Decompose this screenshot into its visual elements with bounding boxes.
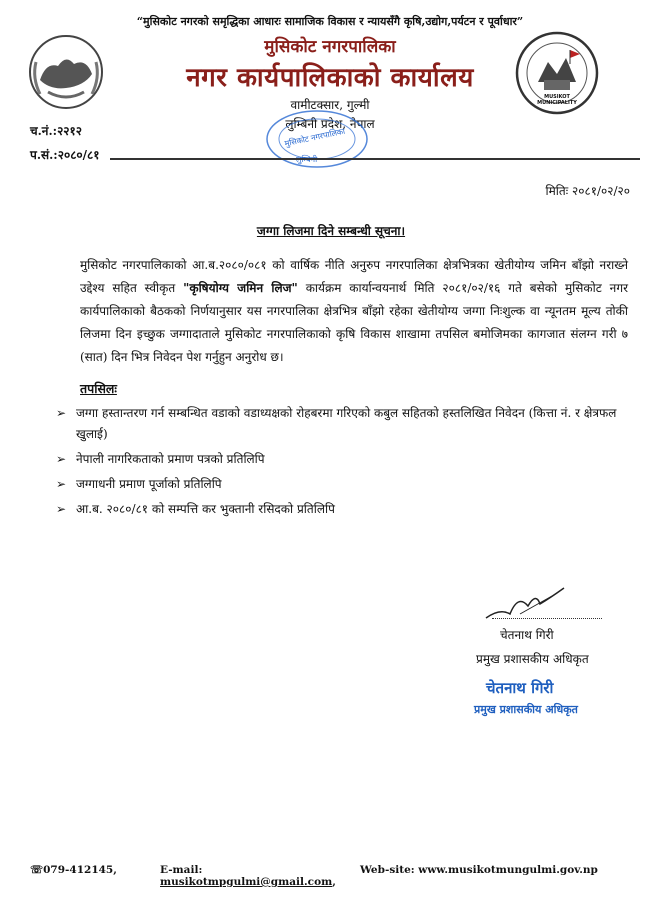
- signatory-title: प्रमुख प्रशासकीय अधिकृत: [476, 652, 589, 666]
- list-item-text: नेपाली नागरिकताको प्रमाण पत्रको प्रतिलिपि: [76, 452, 265, 466]
- name-stamp: चेतनाथ गिरी: [486, 679, 554, 697]
- signatory-name: चेतनाथ गिरी: [500, 628, 554, 642]
- list-item: [56, 499, 632, 520]
- body-part-2: कार्यक्रम कार्यान्वयनार्थ मिति २०८१/०२/१६ गते बसेको मुसिकोट नगर कार्यपालिकाको बैठकको निर्णयानुसार यस नगरपालिका क्षेत्रभित्र बाँझो रहेका खेतीयोग्य जग्गा निःशुल्क वा न्यूनतम मूल्य तोकी लिजमा दिन इच्छुक जग्गादाताले मुसिकोट नगरपालिकाको कृषि विकास शाखामा तपसिल बमोजिमका कागजात संलग्न गरी ७ (सात) दिन भित्र निवेदन पेश गर्नुहुन अनुरोध छ।: [80, 281, 628, 364]
- title-stamp: प्रमुख प्रशासकीय अधिकृत: [474, 703, 578, 716]
- address-line-2: लुम्बिनी प्रदेश, नेपाल: [285, 117, 375, 131]
- arrow-bullet-icon: ➢: [56, 502, 67, 516]
- signature-line: [492, 618, 602, 619]
- patra-sankhya: प.सं.:२०८०/८१: [30, 148, 100, 162]
- chalani-number: च.नं.:२२१२: [30, 124, 83, 138]
- email-label: E-mail:: [160, 864, 203, 876]
- stamp-text-2: लुम्बिनी: [296, 155, 318, 164]
- list-item-text: जग्गाधनी प्रमाण पूर्जाको प्रतिलिपि: [76, 477, 222, 491]
- list-item-text: जग्गा हस्तान्तरण गर्न सम्बन्धित वडाको वडाध्यक्षको रोहबरमा गरिएको कबुल सहितको हस्तलिखित निवेदन (कित्ता नं. र क्षेत्रफल खुलाई): [76, 406, 617, 441]
- tapasil-list: [56, 403, 632, 524]
- municipality-logo-text: MUSIKOT MUNICIPALITY: [537, 94, 577, 106]
- tapasil-heading: तपसिलः: [80, 381, 117, 396]
- email-link[interactable]: musikotmpgulmi@gmail.com: [160, 876, 333, 888]
- slogan: “मुसिकोट नगरको समृद्धिका आधारः सामाजिक विकास र न्यायसँगै कृषि,उद्योग,पर्यटन र पूर्वाधार”: [136, 15, 524, 28]
- arrow-bullet-icon: ➢: [56, 406, 67, 420]
- stamp-text-1: मुसिकोट नगरपालिका: [283, 126, 346, 149]
- municipality-logo: [514, 30, 600, 116]
- subject-line: जग्गा लिजमा दिने सम्बन्धी सूचना।: [256, 224, 406, 238]
- body-paragraph: [80, 254, 628, 369]
- body-part-1: मुसिकोट नगरपालिकाको आ.ब.२०८०/०८१ को वार्षिक नीति अनुरुप नगरपालिका क्षेत्रभित्रका खेतीयोग्य जमिन बाँझो नराख्ने उद्देश्य सहित स्वीकृत: [80, 258, 628, 295]
- municipality-name: मुसिकोट नगरपालिका: [264, 37, 396, 57]
- nepal-emblem-logo: [26, 32, 106, 112]
- arrow-bullet-icon: ➢: [56, 452, 67, 466]
- list-item: [56, 474, 632, 495]
- email-suffix: ,: [332, 876, 336, 888]
- address-line-1: वामीटक्सार, गुल्मी: [290, 98, 370, 112]
- list-item: [56, 449, 632, 470]
- office-title: नगर कार्यपालिकाको कार्यालय: [186, 63, 474, 93]
- program-name: "कृषियोग्य जमिन लिज": [183, 281, 298, 295]
- list-item: [56, 403, 632, 445]
- list-item-text: आ.ब. २०८०/८१ को सम्पत्ति कर भुक्तानी रसिदको प्रतिलिपि: [76, 502, 335, 516]
- footer: [30, 864, 640, 888]
- letter-date: मितिः २०८१/०२/२०: [545, 184, 630, 198]
- footer-email: [160, 864, 360, 888]
- arrow-bullet-icon: ➢: [56, 477, 67, 491]
- footer-website[interactable]: Web-site: www.musikotmungulmi.gov.np: [360, 864, 598, 876]
- office-stamp: [262, 104, 372, 174]
- footer-phone: ☏079-412145,: [30, 864, 117, 876]
- header-divider: [110, 158, 640, 160]
